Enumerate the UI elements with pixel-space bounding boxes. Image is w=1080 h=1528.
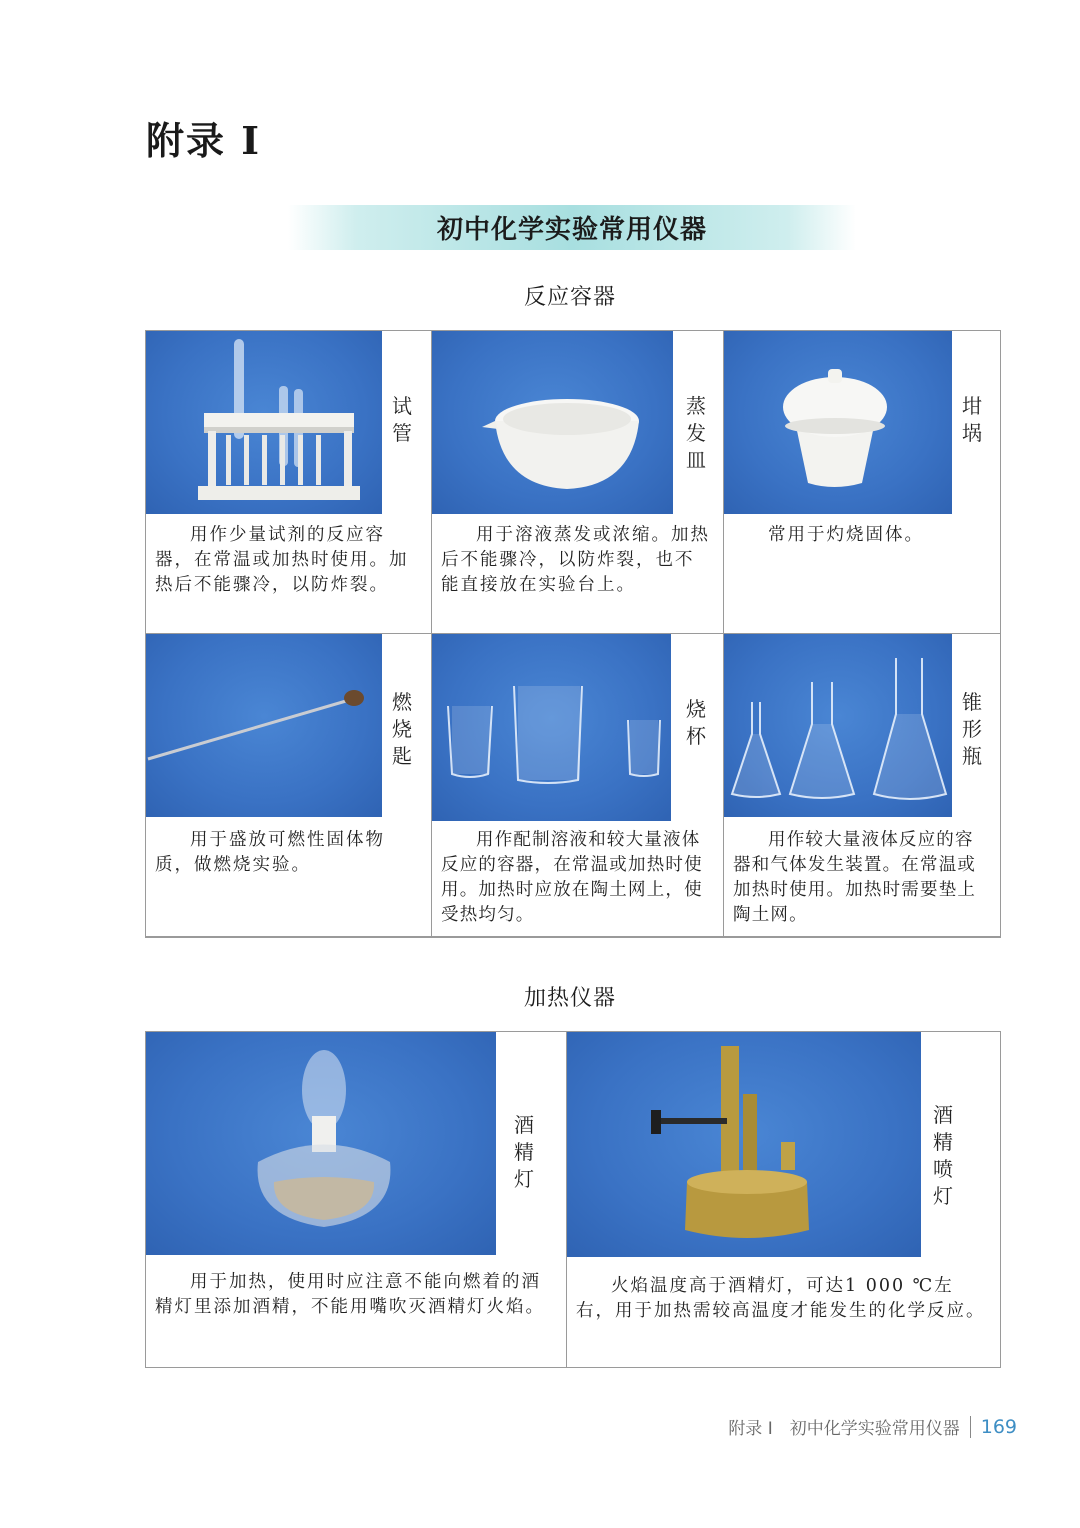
conical-flask-photo bbox=[724, 634, 952, 817]
instrument-cell-crucible bbox=[724, 331, 1000, 633]
instrument-cell-test-tube bbox=[146, 331, 431, 633]
crucible-label: 坩 埚 bbox=[962, 394, 982, 445]
page-title: 附录 I bbox=[146, 118, 262, 163]
combustion-spoon-label: 燃 烧 匙 bbox=[392, 690, 412, 768]
conical-flask-label: 锥 形 瓶 bbox=[962, 690, 982, 768]
footer-label: 附录 I 初中化学实验常用仪器 bbox=[728, 1419, 960, 1439]
instrument-cell-alcohol-lamp bbox=[146, 1032, 566, 1367]
alcohol-lamp-label: 酒 精 灯 bbox=[514, 1113, 534, 1191]
combustion-spoon-description: 用于盛放可燃性固体物质，做燃烧实验。 bbox=[155, 830, 385, 875]
crucible-description: 常用于灼烧固体。 bbox=[768, 525, 924, 545]
banner-title: 初中化学实验常用仪器 bbox=[436, 215, 707, 245]
section-heading-reaction: 反应容器 bbox=[523, 285, 616, 310]
instrument-cell-conical-flask bbox=[724, 634, 1000, 936]
instrument-cell-alcohol-blowtorch bbox=[567, 1032, 1000, 1367]
alcohol-lamp-photo bbox=[146, 1032, 496, 1255]
combustion-spoon-photo bbox=[146, 634, 382, 817]
page-footer bbox=[728, 1414, 1017, 1439]
test-tube-description: 用作少量试剂的反应容器，在常温或加热时使用。加热后不能骤冷，以防炸裂。 bbox=[155, 525, 409, 595]
page-number: 169 bbox=[980, 1415, 1017, 1438]
section-banner bbox=[288, 205, 856, 250]
beaker-description: 用作配制溶液和较大量液体反应的容器，在常温或加热时使用。加热时应放在陶土网上，使受热均匀。 bbox=[441, 830, 703, 925]
footer-divider bbox=[970, 1416, 971, 1438]
evaporating-dish-description: 用于溶液蒸发或浓缩。加热后不能骤冷，以防炸裂，也不能直接放在实验台上。 bbox=[441, 525, 710, 595]
heating-instruments-table bbox=[145, 1031, 1001, 1368]
section-heading-heating: 加热仪器 bbox=[523, 986, 616, 1011]
alcohol-blowtorch-photo bbox=[567, 1032, 921, 1257]
alcohol-blowtorch-label: 酒 精 喷 灯 bbox=[933, 1103, 953, 1208]
instrument-cell-combustion-spoon bbox=[146, 634, 431, 936]
evaporating-dish-label: 蒸 发 皿 bbox=[686, 394, 706, 472]
conical-flask-description: 用作较大量液体反应的容器和气体发生装置。在常温或加热时使用。加热时需要垫上陶土网。 bbox=[733, 830, 977, 925]
reaction-vessels-table bbox=[145, 330, 1001, 938]
alcohol-lamp-description: 用于加热，使用时应注意不能向燃着的酒精灯里添加酒精，不能用嘴吹灭酒精灯火焰。 bbox=[155, 1272, 545, 1317]
test-tube-label: 试 管 bbox=[392, 394, 412, 445]
beaker-label: 烧 杯 bbox=[686, 697, 706, 748]
crucible-photo bbox=[724, 331, 952, 514]
test-tube-photo bbox=[146, 331, 382, 514]
instrument-cell-evaporating-dish bbox=[432, 331, 723, 633]
instrument-cell-beaker bbox=[432, 634, 723, 936]
alcohol-blowtorch-description: 火焰温度高于酒精灯，可达1 000 ℃左右，用于加热需较高温度才能发生的化学反应。 bbox=[576, 1276, 986, 1321]
evaporating-dish-photo bbox=[432, 331, 673, 514]
beaker-photo bbox=[432, 634, 671, 821]
